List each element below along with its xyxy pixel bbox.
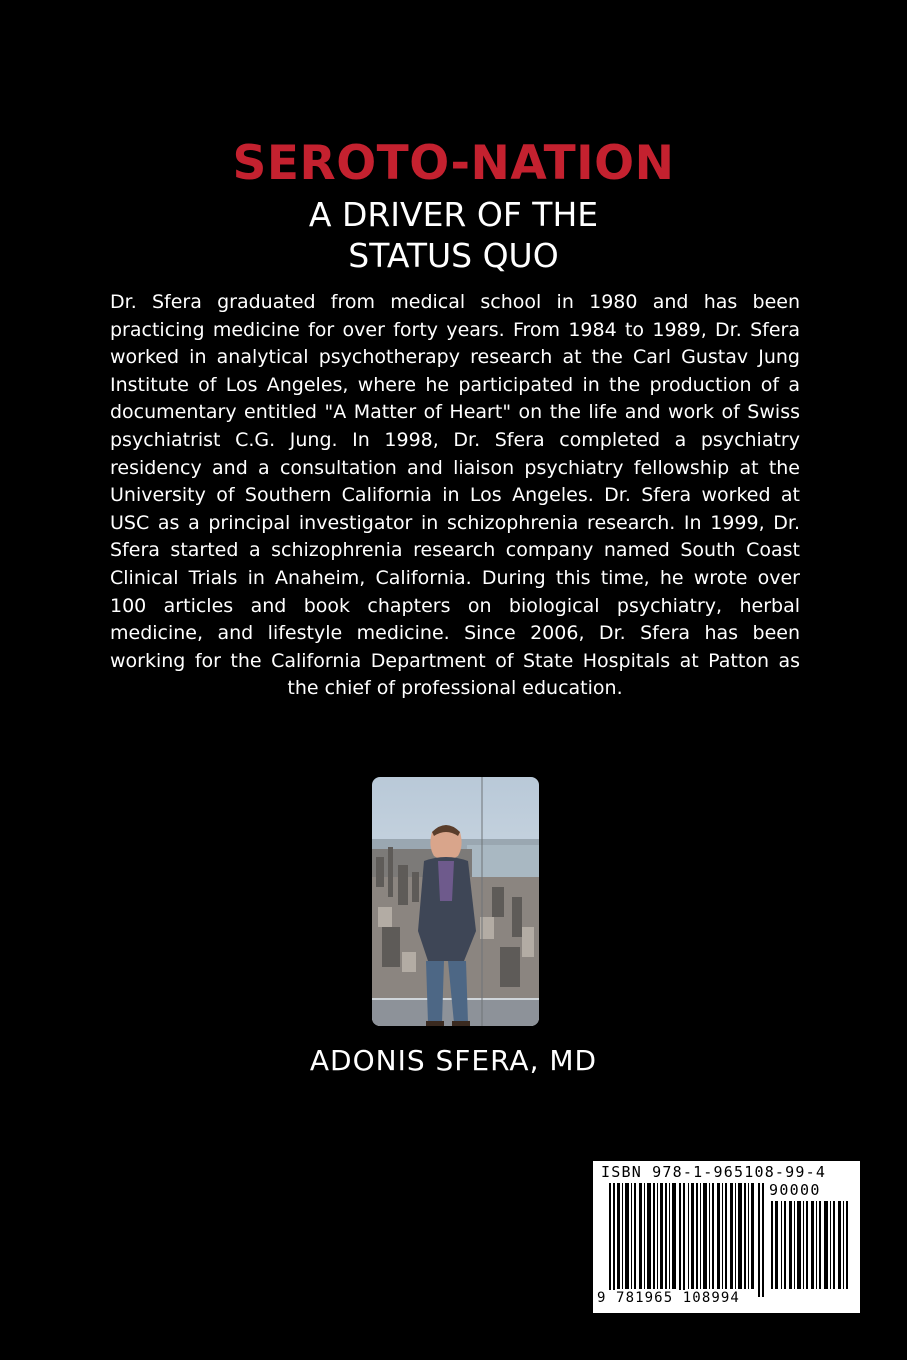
book-subtitle xyxy=(0,194,907,276)
isbn-label: ISBN 978-1-965108-99-4 xyxy=(601,1163,827,1181)
author-photo xyxy=(372,777,539,1026)
author-bio: Dr. Sfera graduated from medical school in 1980 and has been practicing medicine for over forty years. From 1984 to 1989, Dr. Sfera worked in analytical psychotherapy research at the Carl Gustav Jung Institute of Los Angeles, where he participated in the production of a documentary entitled "A Matter of Heart" on the life and work of Swiss psychiatrist C.G. Jung. In 1998, Dr. Sfera completed a psychiatry residency and a consultation and liaison psychiatry fellowship at the University of Southern California in Los Angeles. Dr. Sfera worked at USC as a principal investigator in schizophrenia research. In 1999, Dr. Sfera started a schizophrenia research company named South Coast Clinical Trials in Anaheim, California. During this time, he wrote over 100 articles and book chapters on biological psychiatry, herbal medicine, and lifestyle medicine. Since 2006, Dr. Sfera has been working for the California Department of State Hospitals at Patton as the chief of professional education. xyxy=(110,291,800,700)
book-title: SEROTO-NATION xyxy=(232,136,675,191)
isbn-digits: 9 781965 108994 xyxy=(597,1290,740,1306)
subtitle-line-1: A DRIVER OF THE xyxy=(308,195,599,234)
price-code: 90000 xyxy=(769,1181,821,1199)
ean-barcode-bars xyxy=(609,1183,765,1297)
addon-barcode-bars xyxy=(771,1201,851,1289)
isbn-barcode xyxy=(593,1161,860,1313)
subtitle-line-2: STATUS QUO xyxy=(348,236,559,275)
author-name: ADONIS SFERA, MD xyxy=(309,1044,598,1077)
